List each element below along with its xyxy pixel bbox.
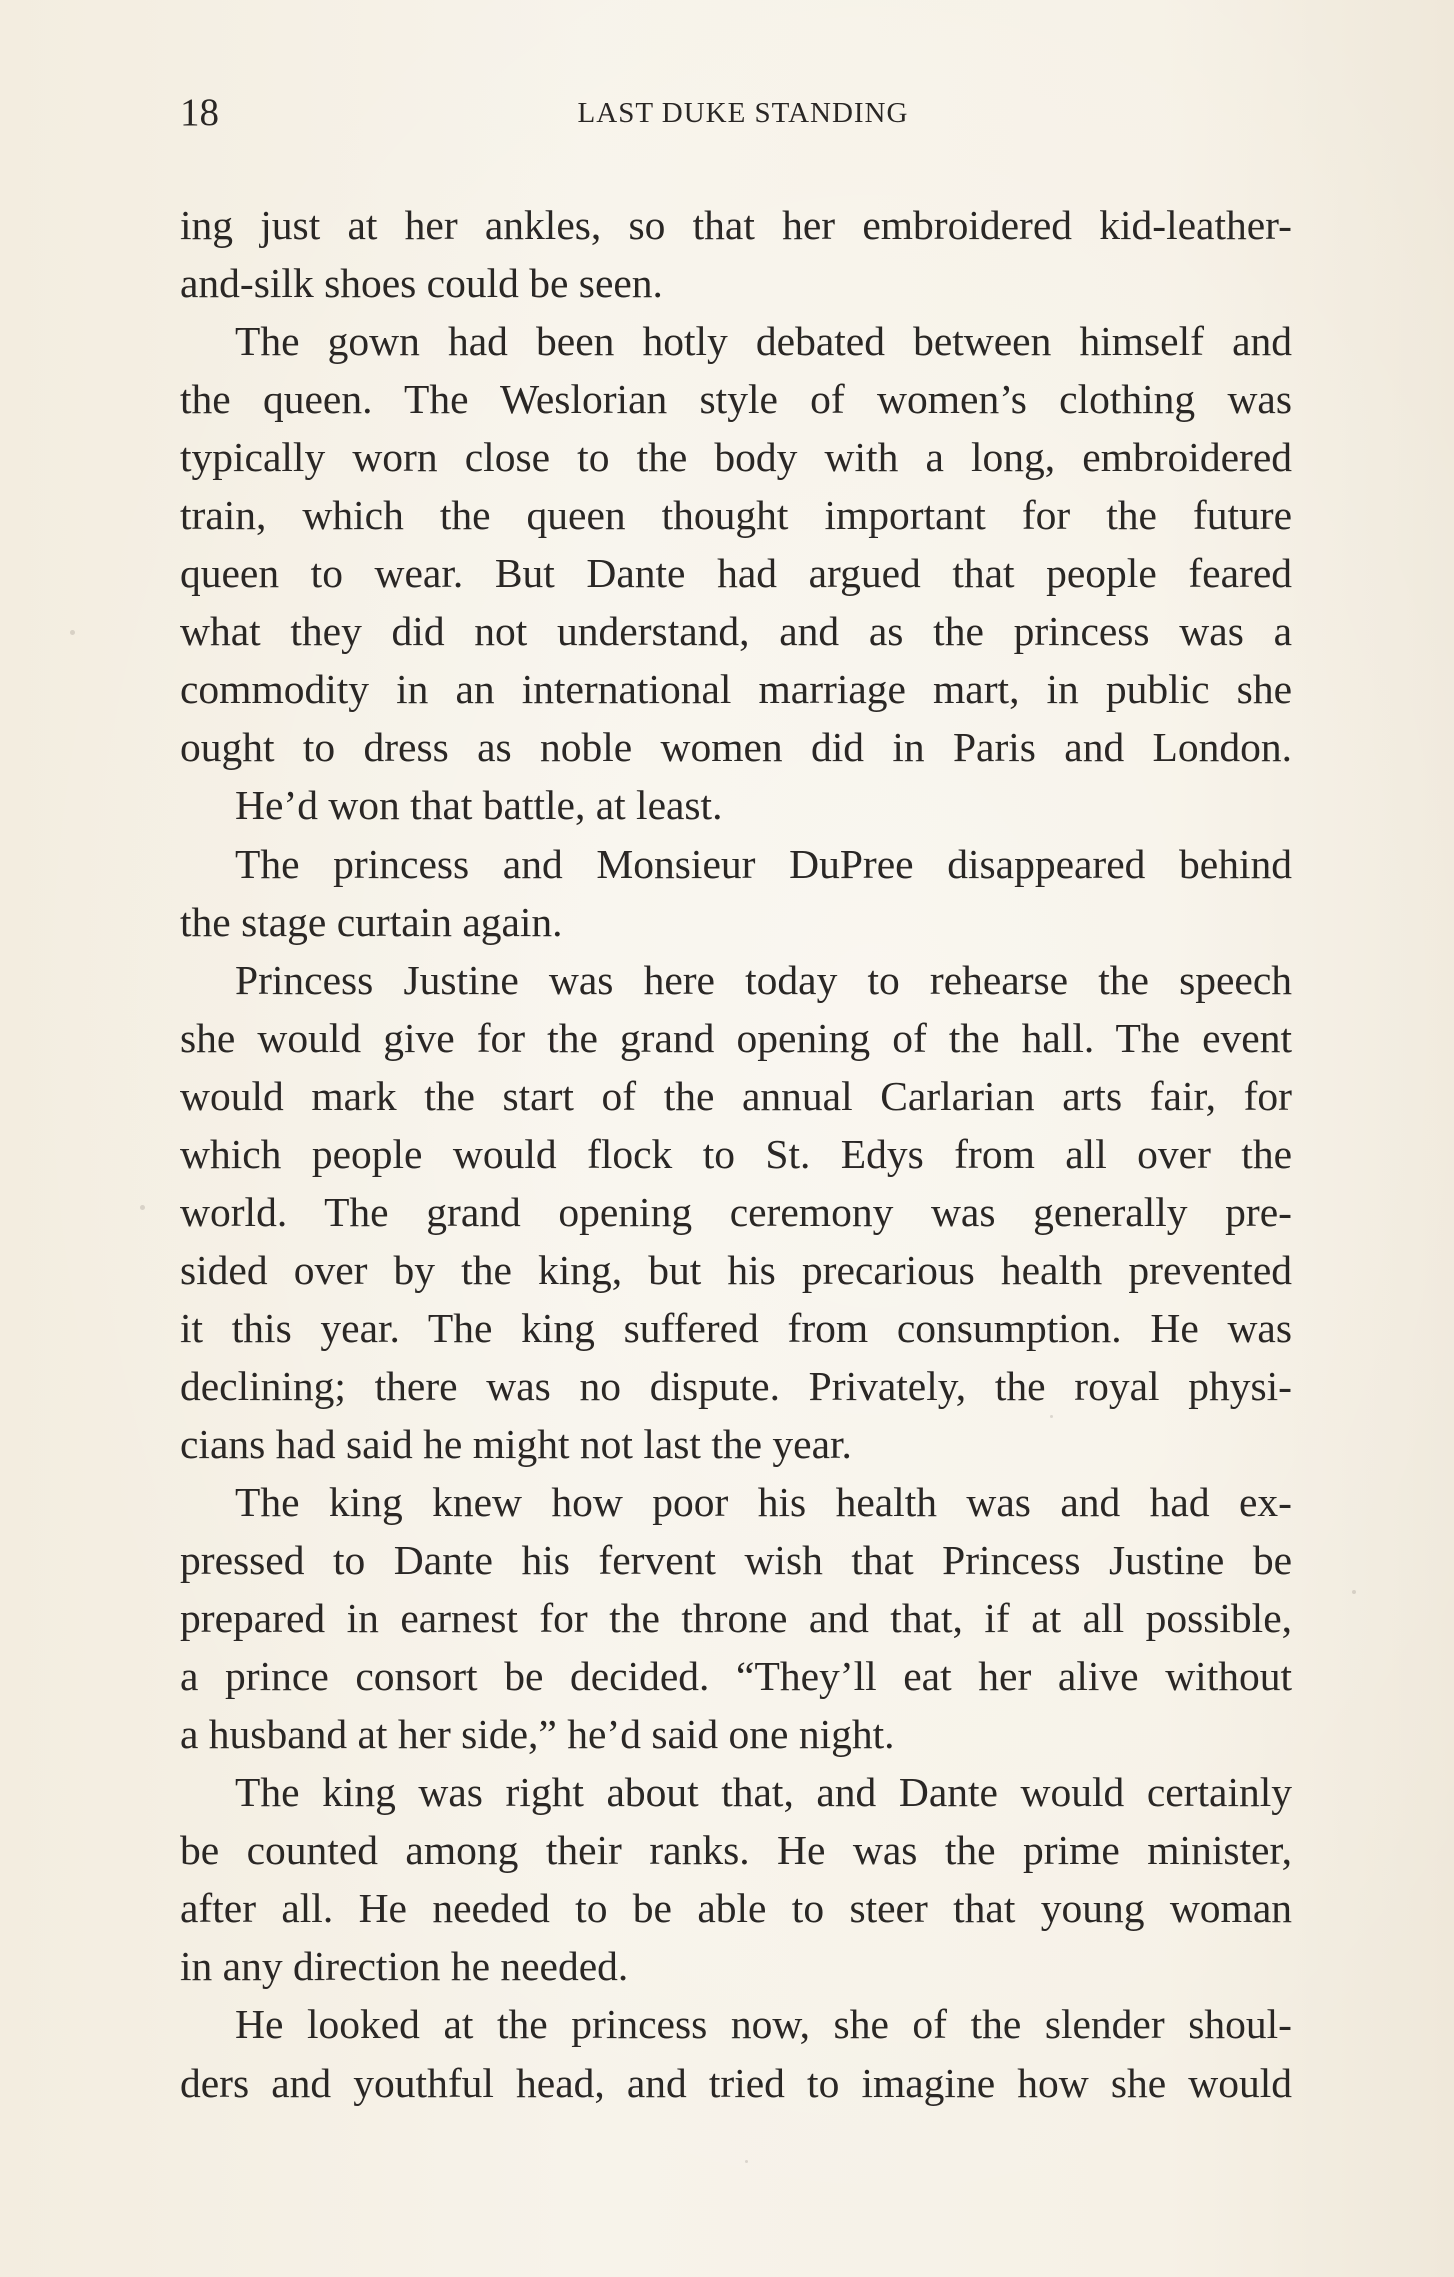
text-line: and-silk shoes could be seen. bbox=[180, 260, 663, 307]
text-line: ders and youthful head, and tried to imagine how she would bbox=[180, 2059, 1292, 2106]
text-line: the stage curtain again. bbox=[180, 898, 563, 945]
text-line: which people would flock to St. Edys from all over the bbox=[180, 1130, 1292, 1177]
text-line: what they did not understand, and as the princess was a bbox=[180, 608, 1292, 655]
text-line: The king knew how poor his health was and had ex- bbox=[235, 1479, 1292, 1526]
body-text bbox=[180, 196, 1292, 2112]
text-line: world. The grand opening ceremony was generally pre- bbox=[180, 1188, 1292, 1235]
text-line: a prince consort be decided. “They’ll eat her alive without bbox=[180, 1653, 1292, 1700]
page-number: 18 bbox=[180, 91, 219, 134]
text-line: queen to wear. But Dante had argued that people feared bbox=[180, 550, 1292, 597]
text-line: commodity in an international marriage mart, in public she bbox=[180, 666, 1292, 713]
paper-speck bbox=[1352, 1590, 1356, 1594]
text-line: Princess Justine was here today to rehearse the speech bbox=[235, 956, 1292, 1003]
paper-speck bbox=[140, 1205, 145, 1210]
text-line: sided over by the king, but his precarious health prevented bbox=[180, 1246, 1292, 1293]
text-line: ought to dress as noble women did in Paris and London. bbox=[180, 724, 1292, 771]
text-line: after all. He needed to be able to steer that young woman bbox=[180, 1885, 1292, 1932]
paper-speck bbox=[70, 630, 75, 635]
text-line: it this year. The king suffered from consumption. He was bbox=[180, 1304, 1292, 1351]
text-line: He looked at the princess now, she of the slender shoul- bbox=[235, 2001, 1292, 2048]
text-line: The princess and Monsieur DuPree disappeared behind bbox=[235, 840, 1292, 887]
text-line: be counted among their ranks. He was the prime minister, bbox=[180, 1827, 1292, 1874]
text-line: The gown had been hotly debated between himself and bbox=[235, 318, 1292, 365]
text-line: declining; there was no dispute. Privately, the royal physi- bbox=[180, 1362, 1292, 1409]
running-head bbox=[180, 88, 1292, 138]
book-title: LAST DUKE STANDING bbox=[577, 97, 909, 129]
paper-speck bbox=[1050, 1415, 1053, 1418]
text-line: train, which the queen thought important for the future bbox=[180, 492, 1292, 539]
text-line: the queen. The Weslorian style of women’s clothing was bbox=[180, 376, 1292, 423]
text-line: a husband at her side,” he’d said one night. bbox=[180, 1711, 895, 1758]
text-line: pressed to Dante his fervent wish that Princess Justine be bbox=[180, 1537, 1292, 1584]
text-line: would mark the start of the annual Carlarian arts fair, for bbox=[180, 1072, 1292, 1119]
text-line: she would give for the grand opening of the hall. The event bbox=[180, 1014, 1292, 1061]
text-line: prepared in earnest for the throne and that, if at all possible, bbox=[180, 1595, 1292, 1642]
text-line: He’d won that battle, at least. bbox=[235, 782, 723, 829]
text-line: The king was right about that, and Dante would certainly bbox=[235, 1769, 1292, 1816]
paper-speck bbox=[745, 2160, 748, 2163]
text-line: ing just at her ankles, so that her embroidered kid-leather- bbox=[180, 202, 1292, 248]
text-line: typically worn close to the body with a long, embroidered bbox=[180, 434, 1292, 481]
text-line: in any direction he needed. bbox=[180, 1943, 629, 1990]
text-line: cians had said he might not last the year. bbox=[180, 1420, 852, 1467]
